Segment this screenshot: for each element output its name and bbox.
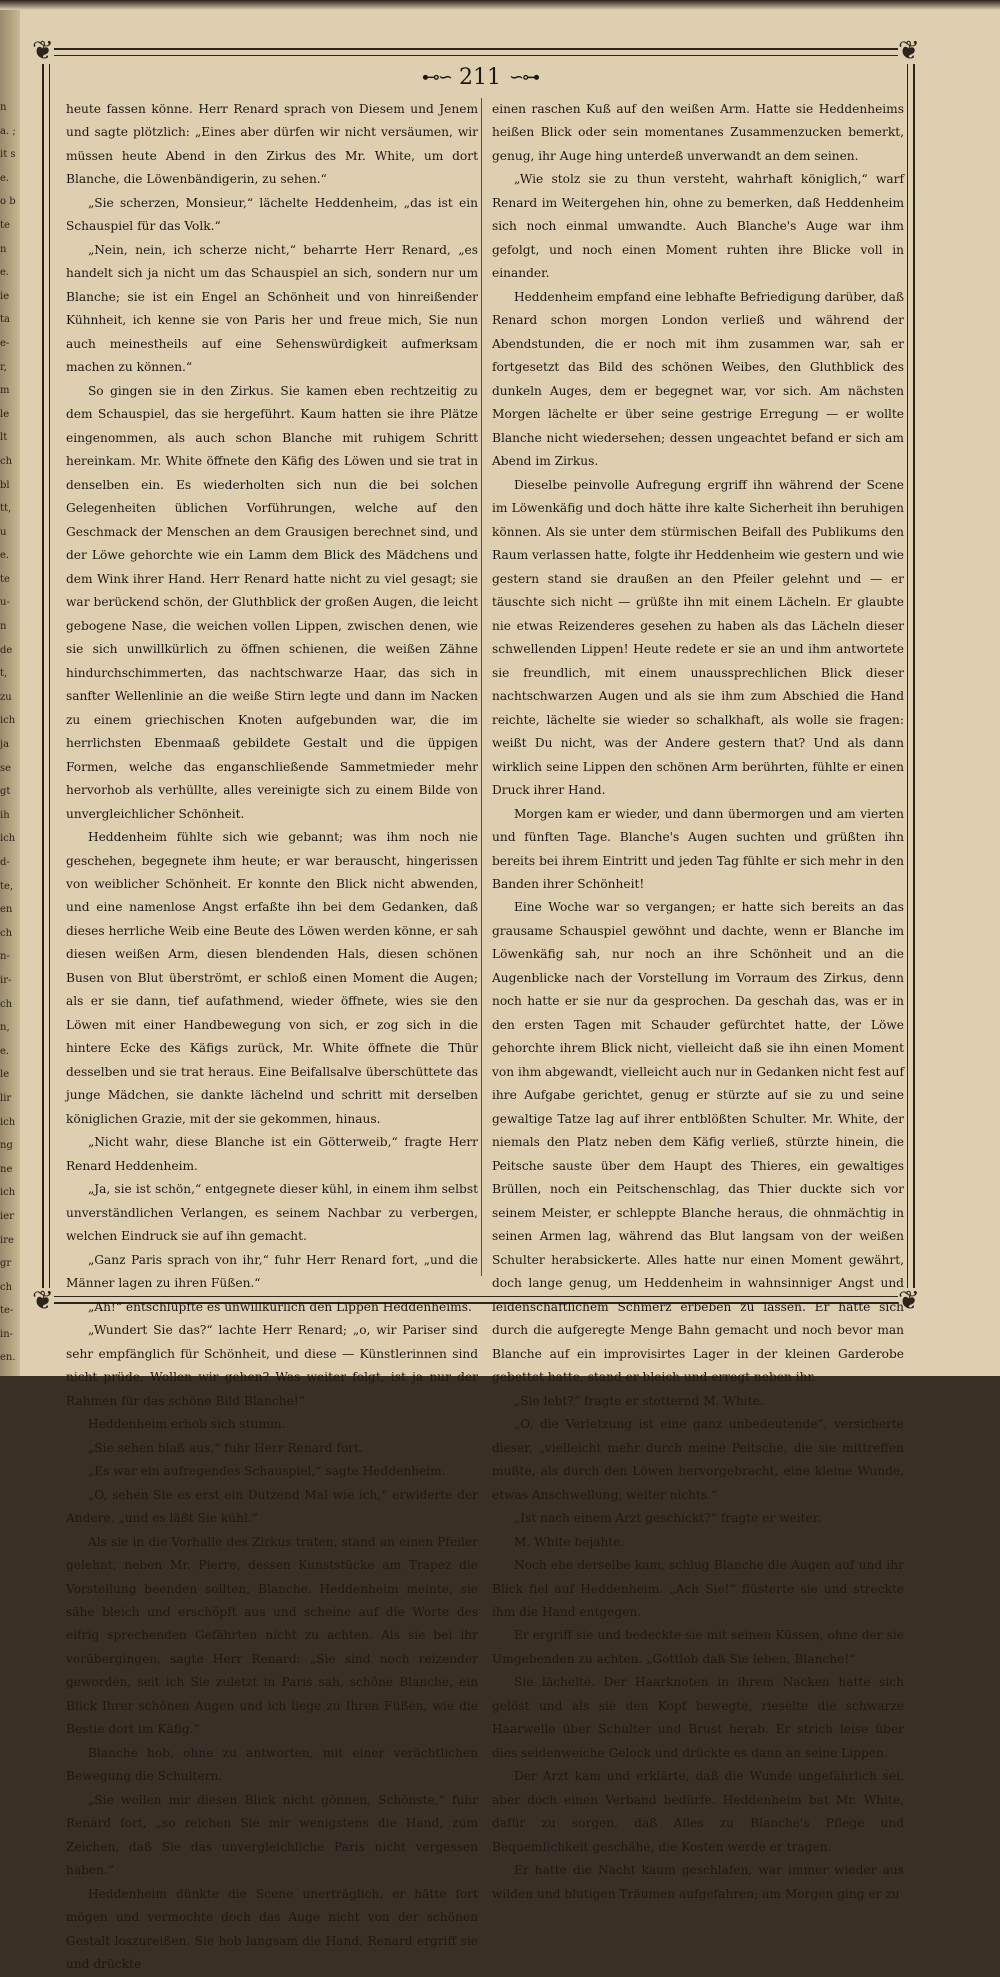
paragraph: M. White bejahte. <box>513 1534 625 1549</box>
paragraph: So gingen sie in den Zirkus. Sie kamen eben rechtzeitig zu dem Schauspiel, das sie hergeführt. Kaum hatten sie ihre Plätze eingenommen, als auch schon Blanche mit ruhigem Schritt hereinkam. Mr. White öffnete den Käfig des Löwen und sie trat in denselben ein. Es wiederholten sich nun die bei solchen Gelegenheiten üblichen Vorführungen, welche auf den Geschmack der Menschen an dem Grausigen berechnet sind, und der Löwe gehorchte wie ein Lamm dem Blick des Mädchens und dem Wink ihrer Hand. Herr Renard hatte nicht zu viel gesagt; sie war berückend schön, der Gluthblick der großen Augen, die leicht gebogene Nase, die weichen vollen Lippen, zwischen denen, wie sie sich unwillkürlich zu öffnen schienen, die weißen Zähne hindurchschimmerten, das nachtschwarze Haar, das sich in sanfter Wellenlinie an die weiße Stirn legte und dann im Nacken zu einem griechischen Knoten aufgebunden war, die im herrlichsten Ebenmaaß gebildete Gestalt und die üppigen Formen, welche das enganschließende Sammetmieder mehr hervorhob als verhüllte, alles vereinigte sich zu einem Bilde von unvergleichlicher Schönheit. <box>66 383 478 821</box>
paragraph: „Sie scherzen, Monsieur,“ lächelte Heddenheim, „das ist ein Schauspiel für das Volk.“ <box>66 195 478 234</box>
paragraph: „Nicht wahr, diese Blanche ist ein Götterweib,“ fragte Herr Renard Heddenheim. <box>66 1135 478 1173</box>
page-number: 211 <box>459 64 501 90</box>
paragraph: Als sie in die Vorhalle des Zirkus traten, stand an einen Pfeiler gelehnt, neben Mr. Pierre, dessen Kunststücke am Trapez die Vorstellung beenden sollten, Blanche. Heddenheim meinte, sie sähe bleich und erschöpft aus und scheine auf die Worte des eifrig sprechenden Gefährten nicht zu achten. Als sie bei ihr vorübergingen, sagte Herr Renard: „Sie sind noch reizender geworden, seit ich Sie zuletzt in Paris sah, schöne Blanche, ein Blick Ihrer schönen Augen und ich liege zu Ihren Füßen, wie die Bestie dort im Käfig.“ <box>66 1534 478 1737</box>
adjacent-page-fragment: n a. ; it s e. o b te n e. ie ta e- r, m le lt ch bl tt, u e. te u- n de t, zu ich ja se gt ih ich d- te, en ch n- ir- ch n, e. le lir ich ng ne ich ier ire gr ch te- in- en. <box>0 102 16 1364</box>
paragraph: Er ergriff sie und bedeckte sie mit seinen Küssen, ohne der sie Umgebenden zu achten. „Gottlob daß Sie leben, Blanche!“ <box>492 1628 904 1666</box>
header-ornament-right-icon: ∽⊶ <box>509 66 539 88</box>
top-edge-shadow <box>0 0 1000 10</box>
paragraph: „Sie sehen blaß aus,“ fuhr Herr Renard fort. <box>87 1440 363 1455</box>
paragraph: Sie lächelte. Der Haarknoten in ihrem Nacken hatte sich gelöst und als sie den Kopf bewegte, rieselte die schwarze Haarwelle über Schulter und Brust herab. Er strich leise über dies seidenweiche Gelock und drückte es dann an seine Lippen. <box>492 1675 904 1760</box>
paragraph: Noch ehe derselbe kam, schlug Blanche die Augen auf und ihr Blick fiel auf Heddenheim. „Ach Sie!“ flüsterte sie und streckte ihm die Hand entgegen. <box>492 1558 904 1619</box>
paragraph: „Ja, sie ist schön,“ entgegnete dieser kühl, in einem ihm selbst unverständlichen Verlangen, es seinem Nachbar zu verbergen, welchen Eindruck sie auf ihn gemacht. <box>66 1182 478 1244</box>
paragraph: Heddenheim empfand eine lebhafte Befriedigung darüber, daß Renard schon morgen London verließ und während der Abendstunden, die er noch mit ihm zusammen war, sah er fortgesetzt das Bild des schönen Weibes, den Gluthblick des dunkeln Auges, dem er begegnet war, vor sich. Am nächsten Morgen lächelte er über seine gestrige Erregung — er wollte Blanche nicht wiedersehen; dessen ungeachtet befand er sich am Abend im Zirkus. <box>492 289 904 469</box>
paragraph: „Wie stolz sie zu thun versteht, wahrhaft königlich,“ warf Renard im Weitergehen hin, ohne zu bemerken, daß Heddenheim sich noch einmal umwandte. Auch Blanche's Auge war ihm gefolgt, und noch einen Moment ruhten ihre Blicke voll in einander. <box>492 172 904 281</box>
text-column-right <box>492 98 904 1906</box>
paragraph: Heddenheim fühlte sich wie gebannt; was ihm noch nie geschehen, begegnete ihm heute; er war berauscht, hingerissen von weiblicher Schönheit. Er konnte den Blick nicht abwenden, und eine namenlose Angst erfaßte ihn bei dem Gedanken, daß dieses herrliche Weib eine Beute des Löwen werden könne, er sah diesen weißen Arm, diesen blendenden Hals, diesen schönen Busen von Blut überströmt, er schloß einen Moment die Augen; als er sie dann, tief aufathmend, wieder öffnete, wies sie den Löwen mit einer Handbewegung von sich, er zog sich in die hintere Ecke des Käfigs zurück, Mr. White öffnete die Thür desselben und sie trat heraus. Eine Beifallsalve überschüttete das junge Mädchen, sie dankte lächelnd und schritt mit derselben königlichen Grazie, mit der sie gekommen, hinaus. <box>66 830 478 1126</box>
paragraph: Eine Woche war so vergangen; er hatte sich bereits an das grausame Schauspiel gewöhnt und dachte, wenn er Blanche im Löwenkäfig sah, nur noch an ihre Schönheit und an die Augenblicke nach der Vorstellung im Vorraum des Zirkus, denn noch hatte er sie nur da gesprochen. Da geschah das, was er in den ersten Tagen mit Schauder gefürchtet hatte, der Löwe gehorchte ihrem Blick nicht, vielleicht daß sie ihn einen Moment von ihm abgewandt, vielleicht auch nur in Gedanken nicht fest auf ihre Aufgabe gerichtet, genug er stürzte auf sie zu und seine gewaltige Tatze lag auf ihrer entblößten Schulter. Mr. White, der niemals den Platz neben dem Käfig verließ, stürzte hinein, die Peitsche sauste über dem Haupt des Thieres, ein gewaltiges Brüllen, noch ein Peitschenschlag, das Thier duckte sich vor seinem Meister, er schleppte Blanche heraus, die ohnmächtig in seinen Armen lag, während das Blut langsam von der weißen Schulter herabsickerte. Alles hatte nur einen Moment gewährt, doch lange genug, um Heddenheim in wahnsinniger Angst und leidenschaftlichem Schmerz erbeben zu lassen. Er hatte sich durch die aufgeregte Menge Bahn gemacht und noch bevor man Blanche auf ein improvisirtes Lager in der kleinen Garderobe gebettet hatte, stand er bleich und erregt neben ihr. <box>492 900 904 1385</box>
paragraph: „O, sehen Sie es erst ein Dutzend Mal wie ich,“ erwiderte der Andere, „und es läßt Sie kühl.“ <box>66 1487 478 1526</box>
paragraph: Er hatte die Nacht kaum geschlafen, war immer wieder aus wilden und blutigen Träumen aufgefahren; am Morgen ging er zu <box>492 1863 904 1901</box>
column-divider <box>481 98 482 1276</box>
paragraph: Morgen kam er wieder, und dann übermorgen und am vierten und fünften Tage. Blanche's Augen suchten und grüßten ihn bereits bei ihrem Eintritt und jeden Tag fühlte er sich mehr in den Banden ihrer Schönheit! <box>492 806 904 891</box>
paragraph: „Es war ein aufregendes Schauspiel,“ sagte Heddenheim. <box>87 1464 446 1479</box>
text-column-left <box>66 98 478 1977</box>
corner-ornament-icon: ❦ <box>898 1286 920 1316</box>
paragraph: heute fassen könne. Herr Renard sprach von Diesem und Jenem und sagte plötzlich: „Eines aber dürfen wir nicht versäumen, wir müssen heute Abend in den Zirkus des Mr. White, um dort Blanche, die Löwenbändigerin, zu sehen.“ <box>66 102 478 187</box>
corner-ornament-icon: ❦ <box>898 36 920 66</box>
paragraph: Blanche hob, ohne zu antworten, mit einer verächtlichen Bewegung die Schultern. <box>66 1745 478 1784</box>
paragraph: „Wundert Sie das?“ lachte Herr Renard; „o, wir Pariser sind sehr empfänglich für Schönheit, und diese — Künstlerinnen sind nicht prüde. Wollen wir gehen? Was weiter folgt, ist ja nur der Rahmen für das schöne Bild Blanche!“ <box>66 1323 478 1408</box>
paragraph: Heddenheim dünkte die Scene unerträglich, er hätte fort mögen und vermochte doch das Auge nicht von der schönen Gestalt loszureißen. Sie hob langsam die Hand, Renard ergriff sie und drückte <box>66 1886 478 1972</box>
paragraph: „Ganz Paris sprach von ihr,“ fuhr Herr Renard fort, „und die Männer lagen zu ihren Füßen.“ <box>66 1252 478 1291</box>
corner-ornament-icon: ❦ <box>32 1286 54 1316</box>
paragraph: „Sie wollen mir diesen Blick nicht gönnen, Schönste,“ fuhr Renard fort, „so reichen Sie mir wenigstens die Hand, zum Zeichen, daß Sie das unvergleichliche Paris nicht vergessen haben.“ <box>66 1792 478 1878</box>
paragraph: „Nein, nein, ich scherze nicht,“ beharrte Herr Renard, „es handelt sich ja nicht um das Schauspiel an sich, sondern nur um Blanche; sie ist ein Engel an Schönheit und von hinreißender Kühnheit, ich kenne sie von Paris her und freue mich, Sie nun auch meinestheils auf eine Sehenswürdigkeit aufmerksam machen zu können.“ <box>66 242 478 375</box>
paragraph: Der Arzt kam und erklärte, daß die Wunde ungefährlich sei, aber doch einen Verband bedürfe. Heddenheim bat Mr. White, dafür zu sorgen, daß Alles zu Blanche's Pflege und Bequemlichkeit geschähe, die Kosten werde er tragen. <box>492 1769 904 1854</box>
page-header <box>400 62 560 92</box>
header-ornament-left-icon: ⊷∽ <box>421 66 451 88</box>
corner-ornament-icon: ❦ <box>32 36 54 66</box>
paragraph: Dieselbe peinvolle Aufregung ergriff ihn während der Scene im Löwenkäfig und doch hätte ihre kalte Sicherheit ihn beruhigen können. Als sie unter dem stürmischen Beifall des Publikums den Raum verlassen hatte, folgte ihr Heddenheim wie gestern und wie gestern stand sie draußen an den Pfeiler gelehnt und — er täuschte sich nicht — grüßte ihn mit einem Lächeln. Er glaubte nie etwas Reizenderes gesehen zu haben als das Lächeln dieser schwellenden Lippen! Heute redete er sie an und ihm antwortete sie freundlich, mit einem unaussprechlichen Blick dieser nachtschwarzen Augen und als sie ihm zum Abschied die Hand reichte, lächelte sie wieder so schalkhaft, als wolle sie fragen: weißt Du nicht, was der Andere gestern that? Und als dann wirklich seine Lippen den schönen Arm berührten, fühlte er einen Druck ihrer Hand. <box>492 477 904 798</box>
paragraph: „Ist nach einem Arzt geschickt?“ fragte er weiter. <box>513 1511 822 1526</box>
paragraph: „O, die Verletzung ist eine ganz unbedeutende“, versicherte dieser, „vielleicht mehr durch meine Peitsche, die sie mittreffen mußte, als durch den Löwen hervorgebracht, eine kleine Wunde, etwas Anschwellung, weiter nichts.“ <box>492 1417 904 1502</box>
paragraph: einen raschen Kuß auf den weißen Arm. Hatte sie Heddenheims heißen Blick oder sein momentanes Zusammenzucken bemerkt, genug, ihr Auge hing unterdeß unverwandt an dem seinen. <box>492 102 904 163</box>
paragraph: „Ah!“ entschlüpfte es unwillkürlich den Lippen Heddenheims. <box>87 1299 472 1314</box>
paragraph: „Sie lebt?“ fragte er stotternd M. White. <box>513 1393 764 1408</box>
paragraph: Heddenheim erhob sich stumm. <box>87 1417 286 1432</box>
